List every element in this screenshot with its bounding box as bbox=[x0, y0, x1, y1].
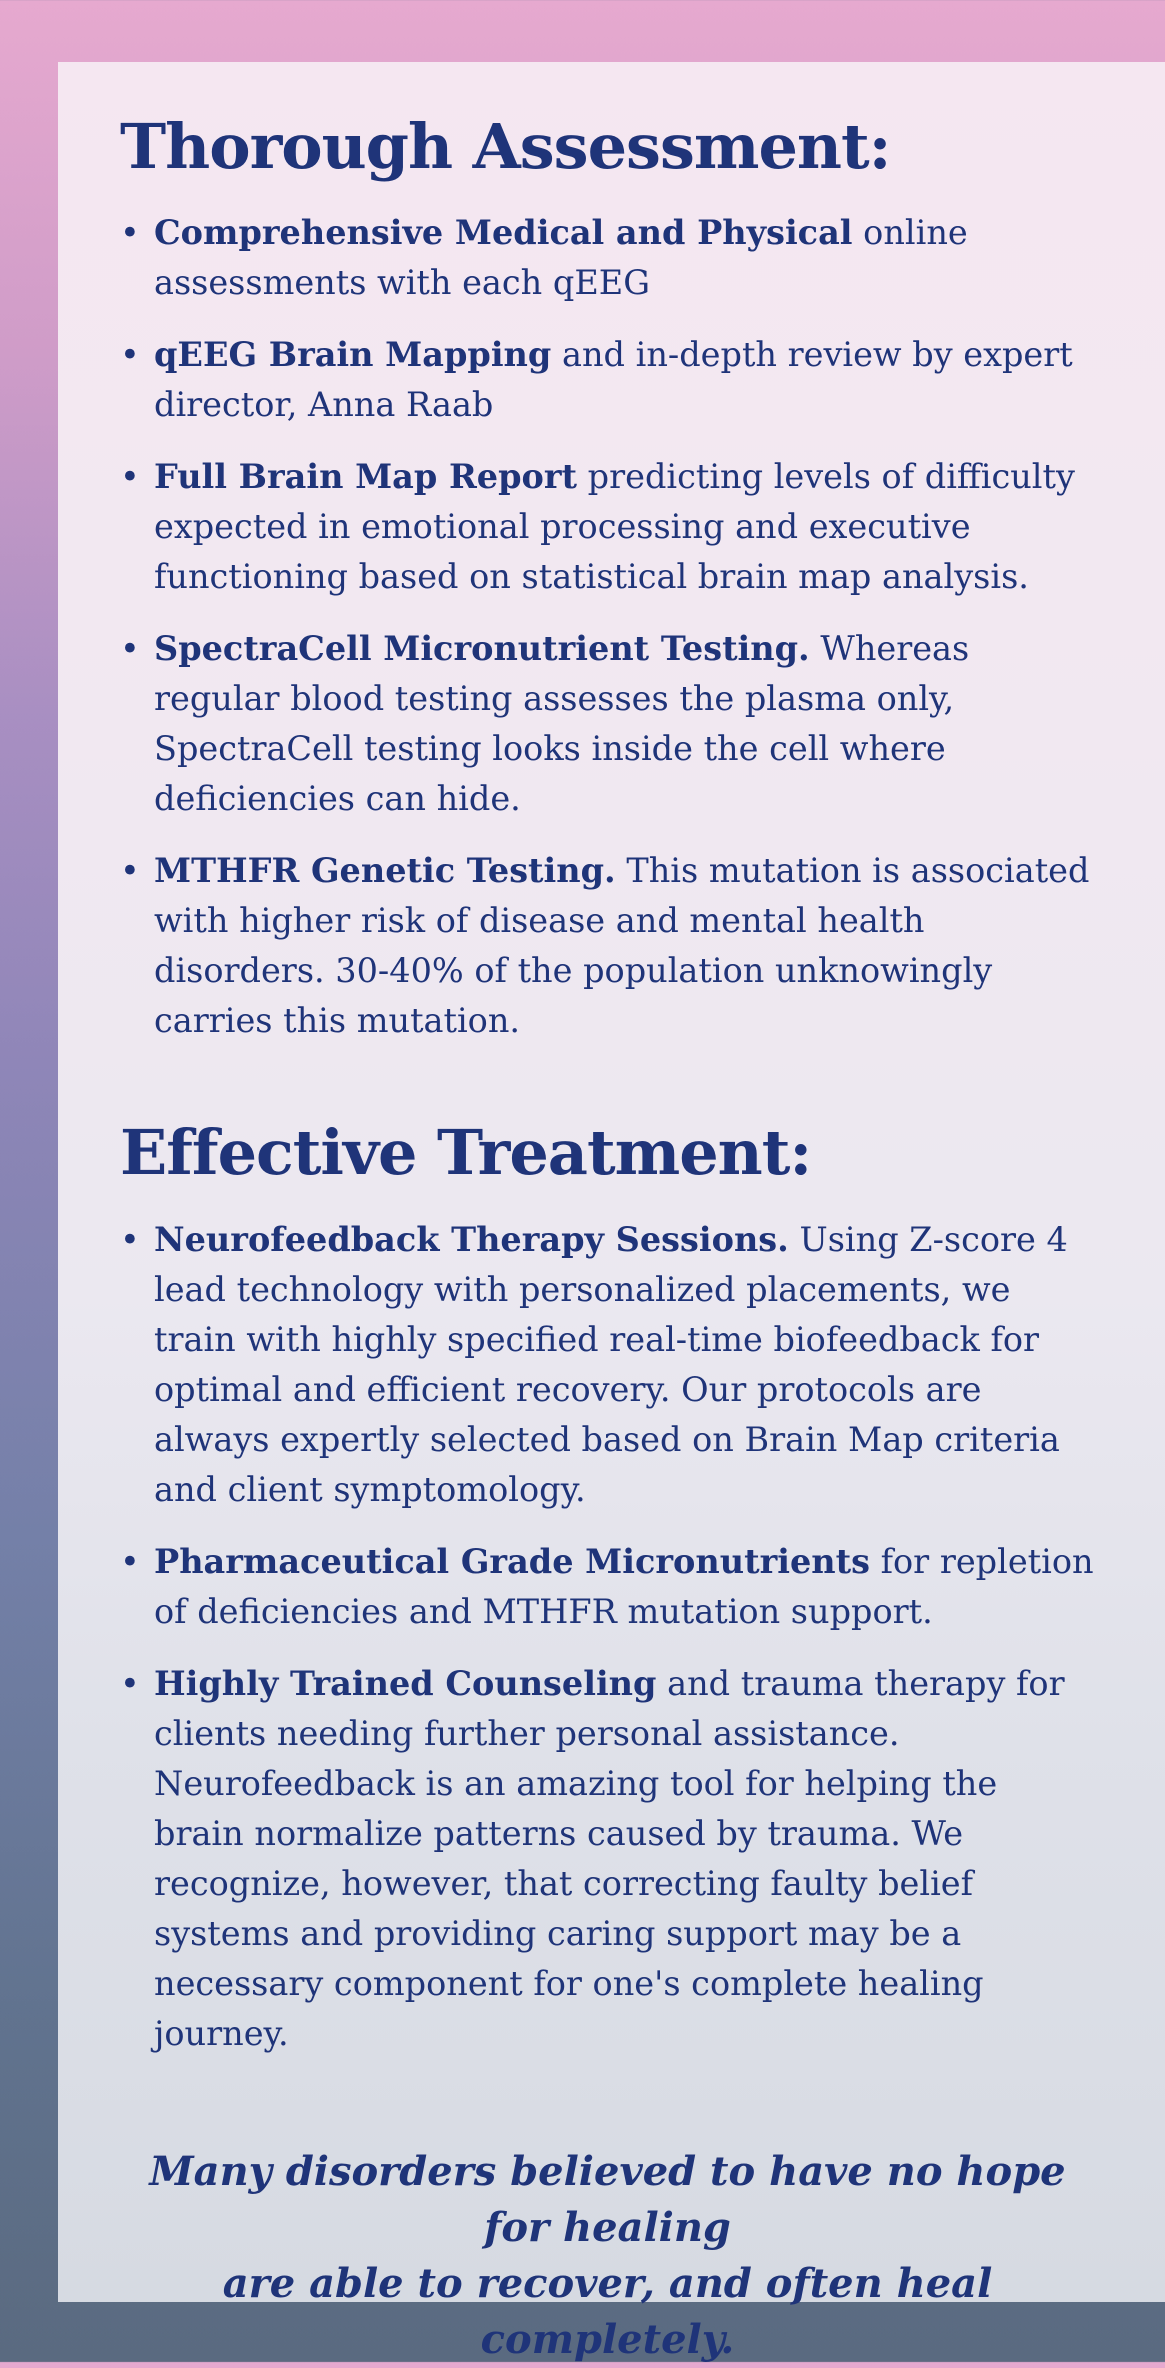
section-heading-assessment: Thorough Assessment: bbox=[120, 110, 891, 183]
list-item bbox=[120, 330, 1095, 430]
item-text: predicting levels of difficulty expected in emotional processing and executive functioning based on statistical brain map analysis. bbox=[154, 457, 1075, 597]
bullet-icon: • bbox=[120, 335, 140, 375]
item-text: and in-depth review by expert director, Anna Raab bbox=[154, 335, 1073, 425]
assessment-list bbox=[120, 208, 1095, 1046]
list-item bbox=[120, 208, 1095, 308]
section-heading-treatment: Effective Treatment: bbox=[120, 1116, 812, 1190]
closing-line-2: are able to recover, and often heal completely. bbox=[222, 2259, 993, 2363]
item-lead: Full Brain Map Report bbox=[154, 457, 578, 497]
bullet-icon: • bbox=[120, 213, 140, 253]
item-text: and trauma therapy for clients needing further personal assistance. Neurofeedback is an amazing tool for helping the brain normalize patterns caused by trauma. We recognize, however, that correcting faulty belief systems and providing caring support may be a necessary component for one's complete healing journey. bbox=[154, 1663, 1065, 2053]
list-item bbox=[120, 624, 1095, 824]
closing-statement bbox=[120, 2144, 1095, 2368]
treatment-list bbox=[120, 1215, 1095, 2059]
item-lead: MTHFR Genetic Testing. bbox=[154, 851, 616, 891]
item-text: Whereas regular blood testing assesses the plasma only, SpectraCell testing looks inside the cell where deficiencies can hide. bbox=[154, 629, 970, 819]
list-item bbox=[120, 452, 1095, 602]
item-lead: Comprehensive Medical and Physical bbox=[154, 213, 853, 253]
item-lead: Neurofeedback Therapy Sessions. bbox=[154, 1219, 789, 1259]
item-lead: Pharmaceutical Grade Micronutrients bbox=[154, 1541, 870, 1581]
content-panel bbox=[58, 62, 1165, 2363]
bullet-icon: • bbox=[120, 1219, 140, 1259]
list-item bbox=[120, 846, 1095, 1046]
item-text: Using Z-score 4 lead technology with personalized placements, we train with highly specified real-time biofeedback for optimal and efficient recovery. Our protocols are always expertly selected based on Brain Map criteria and client symptomology. bbox=[154, 1219, 1068, 1509]
closing-line-1: Many disorders believed to have no hope for healing bbox=[149, 2147, 1066, 2251]
bullet-icon: • bbox=[120, 1541, 140, 1581]
list-item bbox=[120, 1537, 1095, 1637]
bullet-icon: • bbox=[120, 1663, 140, 1703]
item-lead: SpectraCell Micronutrient Testing. bbox=[154, 629, 810, 669]
item-lead: qEEG Brain Mapping bbox=[154, 335, 552, 375]
bullet-icon: • bbox=[120, 457, 140, 497]
item-lead: Highly Trained Counseling bbox=[154, 1663, 657, 1703]
list-item bbox=[120, 1659, 1095, 2059]
item-text: for repletion of deficiencies and MTHFR mutation support. bbox=[154, 1541, 1094, 1631]
item-text: online assessments with each qEEG bbox=[154, 213, 968, 303]
bullet-icon: • bbox=[120, 629, 140, 669]
list-item bbox=[120, 1215, 1095, 1515]
item-text: This mutation is associated with higher risk of disease and mental health disorders. 30-40% of the population unknowingly carries this mutation. bbox=[154, 851, 1090, 1041]
bullet-icon: • bbox=[120, 851, 140, 891]
